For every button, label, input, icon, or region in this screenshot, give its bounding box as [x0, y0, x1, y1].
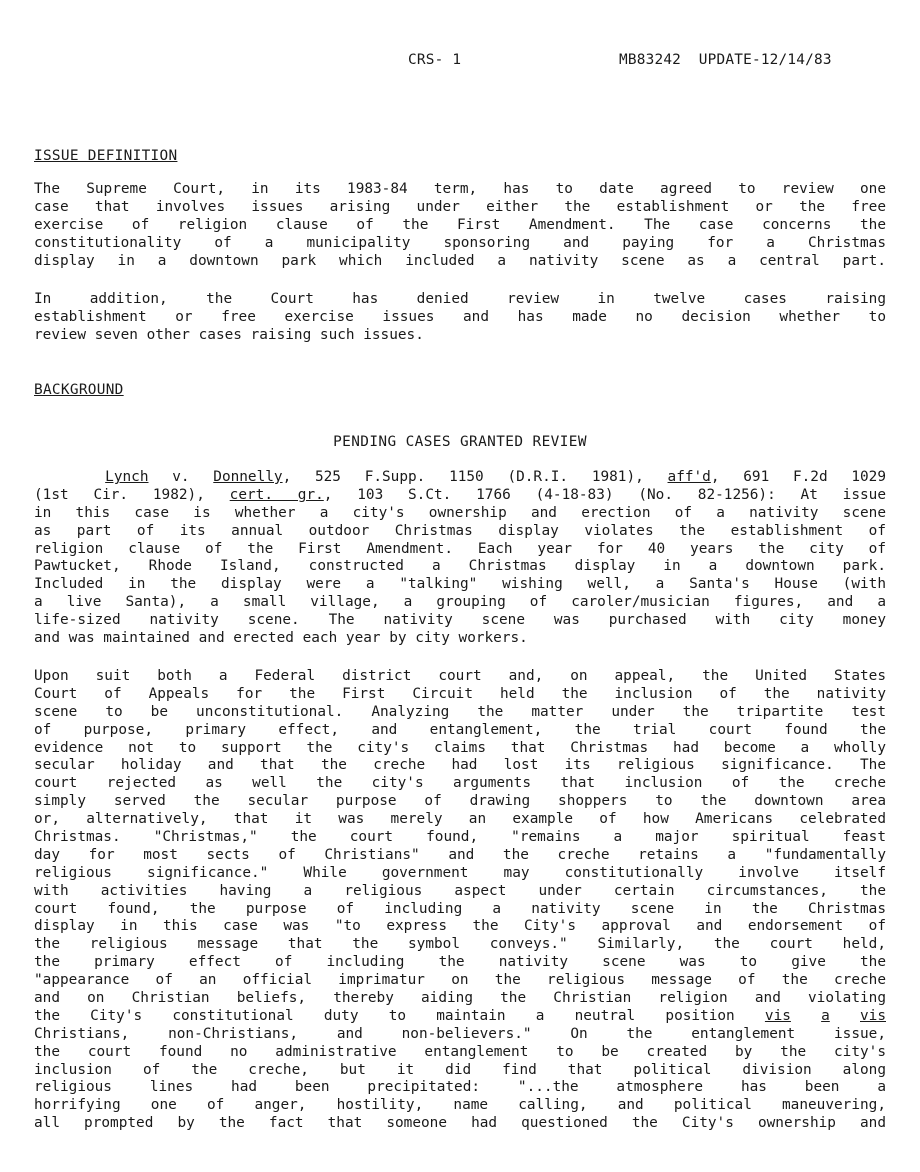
- text-line: In addition, the Court has denied review in twelve cases raising: [34, 291, 886, 307]
- case-plaintiff: Lynch: [105, 469, 149, 485]
- text-line: constitutionality of a municipality sponsoring and paying for a Christmas: [34, 234, 886, 251]
- text-line: Pawtucket, Rhode Island, constructed a Christmas display in a downtown park.: [34, 558, 886, 575]
- case-citation-line-2: (1st Cir. 1982), cert. gr., 103 S.Ct. 1766 (4-18-83) (No. 82-1256): At issue: [34, 486, 886, 503]
- issue-paragraph-1: [34, 181, 886, 270]
- text-line: or, alternatively, that it was merely an example of how Americans celebrated: [34, 811, 886, 828]
- text-line: with activities having a religious aspect under certain circumstances, the: [34, 882, 886, 899]
- text-line: establishment or free exercise issues and has made no decision whether to: [34, 308, 886, 325]
- text-line: case that involves issues arising under either the establishment or the free: [34, 198, 886, 215]
- issue-paragraph-2: [34, 291, 886, 345]
- case-defendant: Donnelly: [213, 469, 283, 485]
- text-line: The Supreme Court, in its 1983-84 term, has to date agreed to review one: [34, 181, 886, 197]
- text-line: Court of Appeals for the First Circuit held the inclusion of the nativity: [34, 685, 886, 702]
- text-line: evidence not to support the city's claims that Christmas had become a wholly: [34, 739, 886, 756]
- background-paragraph-1: [34, 469, 886, 648]
- text-line: Christmas. "Christmas," the court found, "remains a major spiritual feast: [34, 829, 886, 846]
- case-citation-line-1: Lynch v. Donnelly, 525 F.Supp. 1150 (D.R.I. 1981), aff'd, 691 F.2d 1029: [105, 469, 886, 485]
- text-line: exercise of religion clause of the First Amendment. The case concerns the: [34, 216, 886, 233]
- text-line: secular holiday and that the creche had lost its religious significance. The: [34, 757, 886, 774]
- text-line: as part of its annual outdoor Christmas display violates the establishment of: [34, 522, 886, 539]
- text-line: "appearance of an official imprimatur on the religious message of the creche: [34, 972, 886, 989]
- background-paragraph-2: [34, 668, 886, 1133]
- text-line: the court found no administrative entanglement to be created by the city's: [34, 1043, 886, 1060]
- background-heading: BACKGROUND: [34, 382, 124, 398]
- text-line: inclusion of the creche, but it did find that political division along: [34, 1061, 886, 1078]
- text-line: the religious message that the symbol conveys." Similarly, the court held,: [34, 936, 886, 953]
- text-line: in this case is whether a city's ownership and erection of a nativity scene: [34, 504, 886, 521]
- text-line: display in this case was "to express the City's approval and endorsement of: [34, 918, 886, 935]
- text-line: religion clause of the First Amendment. Each year for 40 years the city of: [34, 540, 886, 557]
- text-line: horrifying one of anger, hostility, name calling, and political maneuvering,: [34, 1097, 886, 1114]
- text-line: all prompted by the fact that someone had questioned the City's ownership and: [34, 1115, 886, 1132]
- text-line: and was maintained and erected each year by city workers.: [34, 630, 528, 647]
- text-line: the primary effect of including the nativity scene was to give the: [34, 954, 886, 971]
- vis-a-vis-line: the City's constitutional duty to maintain a neutral position vis a vis: [34, 1007, 886, 1024]
- text-line: Christians, non-Christians, and non-believers." On the entanglement issue,: [34, 1025, 886, 1042]
- affirmed-abbrev: aff'd: [667, 469, 711, 485]
- text-line: review seven other cases raising such issues.: [34, 326, 424, 343]
- text-line: court found, the purpose of including a nativity scene in the Christmas: [34, 900, 886, 917]
- text-line: scene to be unconstitutional. Analyzing the matter under the tripartite test: [34, 703, 886, 720]
- text-line: and on Christian beliefs, thereby aiding the Christian religion and violating: [34, 990, 886, 1007]
- page-label: CRS- 1: [408, 52, 462, 68]
- pending-cases-subheading: PENDING CASES GRANTED REVIEW: [333, 434, 587, 450]
- text-line: religious significance." While government may constitutionally involve itself: [34, 864, 886, 881]
- text-line: Included in the display were a "talking" wishing well, a Santa's House (with: [34, 576, 886, 593]
- text-line: court rejected as well the city's arguments that inclusion of the creche: [34, 775, 886, 792]
- cert-granted-abbrev: cert. gr.: [229, 486, 324, 503]
- document-reference: MB83242 UPDATE-12/14/83: [619, 52, 832, 68]
- text-line: life-sized nativity scene. The nativity scene was purchased with city money: [34, 612, 886, 629]
- issue-definition-heading: ISSUE DEFINITION: [34, 148, 178, 164]
- text-line: display in a downtown park which included a nativity scene as a central part.: [34, 252, 886, 269]
- text-line: a live Santa), a small village, a grouping of caroler/musician figures, and a: [34, 594, 886, 611]
- text-line: religious lines had been precipitated: "...the atmosphere has been a: [34, 1079, 886, 1096]
- text-line: of purpose, primary effect, and entanglement, the trial court found the: [34, 721, 886, 738]
- text-line: simply served the secular purpose of drawing shoppers to the downtown area: [34, 793, 886, 810]
- text-line: Upon suit both a Federal district court and, on appeal, the United States: [34, 668, 886, 684]
- text-line: day for most sects of Christians" and the creche retains a "fundamentally: [34, 846, 886, 863]
